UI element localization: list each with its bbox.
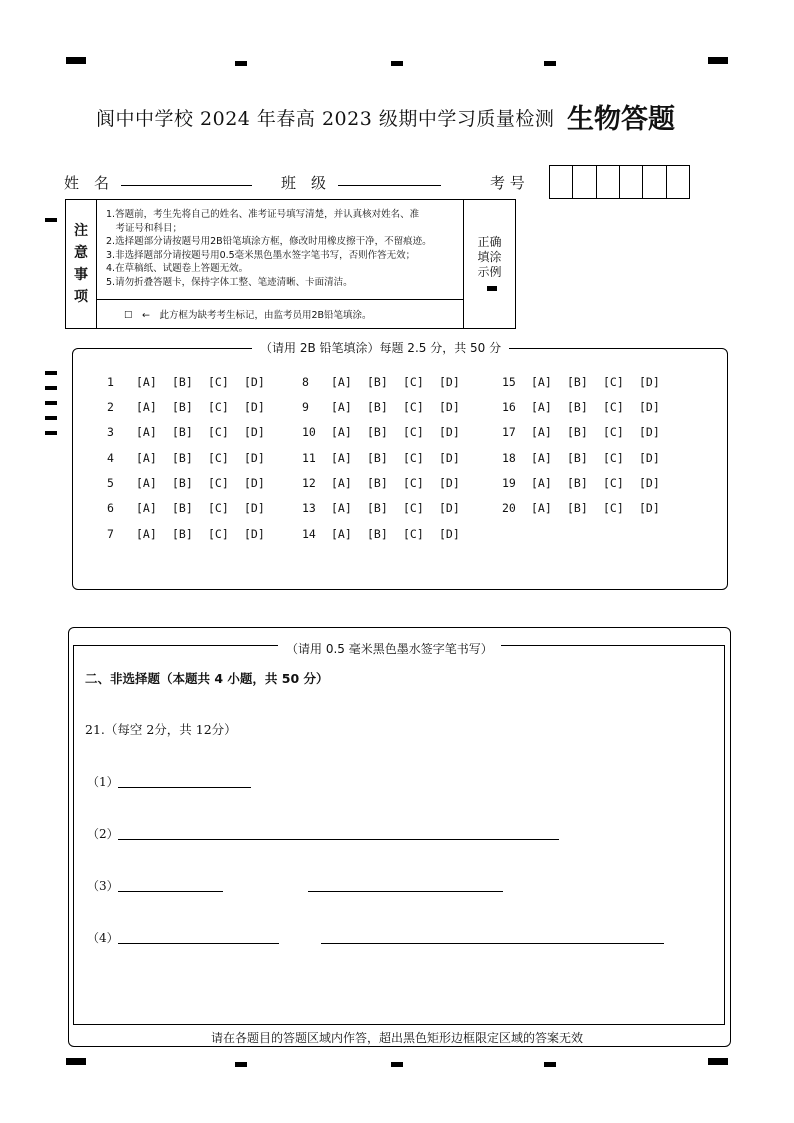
name-label: 姓 名 (64, 174, 110, 192)
choice-option[interactable]: [B] (567, 375, 588, 389)
answer-section (73, 645, 725, 1025)
question-number: 15 (502, 375, 516, 389)
answer-line[interactable] (321, 943, 664, 944)
choice-option[interactable]: [B] (367, 501, 388, 515)
choice-option[interactable]: [A] (531, 425, 552, 439)
choice-option[interactable]: [D] (639, 501, 660, 515)
question-number: 10 (302, 425, 316, 439)
question-number: 20 (502, 501, 516, 515)
answer-line[interactable] (118, 839, 559, 840)
choice-option[interactable]: [C] (208, 501, 229, 515)
position-mark (708, 1058, 728, 1065)
choice-option[interactable]: [D] (439, 476, 460, 490)
choice-option[interactable]: [D] (439, 375, 460, 389)
position-mark (235, 1062, 247, 1067)
footer-note: 请在各题目的答题区域内作答，超出黑色矩形边框限定区域的答案无效 (210, 1031, 583, 1045)
correct-example-line: 示例 (477, 265, 502, 279)
position-mark (544, 61, 556, 66)
choice-section (72, 348, 728, 590)
sub-question-label: （3） (87, 879, 119, 893)
exam-number-cell[interactable] (667, 166, 689, 198)
choice-option[interactable]: [C] (403, 375, 424, 389)
answer-line[interactable] (308, 891, 503, 892)
choice-option[interactable]: [A] (136, 451, 157, 465)
position-mark (544, 1062, 556, 1067)
choice-option[interactable]: [B] (567, 400, 588, 414)
question-number: 13 (302, 501, 316, 515)
choice-option[interactable]: [D] (244, 400, 265, 414)
divider (96, 299, 463, 300)
choice-option[interactable]: [A] (136, 400, 157, 414)
name-field[interactable] (121, 185, 252, 186)
position-mark (45, 431, 57, 435)
choice-option[interactable]: [A] (331, 501, 352, 515)
choice-option[interactable]: [A] (531, 400, 552, 414)
choice-option[interactable]: [D] (439, 501, 460, 515)
choice-option[interactable]: [C] (403, 451, 424, 465)
choice-option[interactable]: [C] (403, 501, 424, 515)
notice-list (106, 208, 464, 289)
choice-option[interactable]: [B] (172, 375, 193, 389)
class-label: 班 级 (281, 174, 327, 192)
choice-option[interactable]: [C] (208, 476, 229, 490)
choice-option[interactable]: [D] (244, 375, 265, 389)
choice-option[interactable]: [A] (136, 501, 157, 515)
question-number: 4 (107, 451, 114, 465)
notice-heading (66, 200, 97, 328)
choice-option[interactable]: [B] (567, 476, 588, 490)
choice-option[interactable]: [B] (367, 476, 388, 490)
choice-option[interactable]: [C] (603, 476, 624, 490)
choice-option[interactable]: [C] (403, 527, 424, 541)
choice-option[interactable]: [C] (208, 451, 229, 465)
notice-heading-char: 事 (74, 267, 88, 283)
choice-option[interactable]: [C] (603, 501, 624, 515)
choice-option[interactable]: [D] (639, 451, 660, 465)
question-number: 3 (107, 425, 114, 439)
choice-option[interactable]: [B] (367, 400, 388, 414)
choice-option[interactable]: [D] (439, 451, 460, 465)
question-number: 9 (302, 400, 309, 414)
question-21-heading: 21.（每空 2分，共 12分） (85, 722, 237, 737)
choice-option[interactable]: [A] (331, 527, 352, 541)
choice-option[interactable]: [A] (531, 476, 552, 490)
choice-option[interactable]: [C] (603, 400, 624, 414)
question-number: 16 (502, 400, 516, 414)
position-mark (45, 401, 57, 405)
choice-option[interactable]: [D] (244, 451, 265, 465)
position-mark (45, 218, 57, 222)
filled-mark-icon (487, 286, 497, 291)
position-mark (391, 61, 403, 66)
question-number: 1 (107, 375, 114, 389)
choice-option[interactable]: [D] (244, 527, 265, 541)
choice-option[interactable]: [B] (367, 425, 388, 439)
choice-option[interactable]: [A] (136, 527, 157, 541)
question-number: 14 (302, 527, 316, 541)
position-mark (391, 1062, 403, 1067)
position-mark (66, 1058, 86, 1065)
exam-number-cell[interactable] (620, 166, 643, 198)
position-mark (45, 416, 57, 420)
notice-item: 3.非选择题部分请按题号用0.5毫米黑色墨水签字笔书写，否则作答无效； (106, 249, 416, 261)
choice-option[interactable]: [D] (439, 425, 460, 439)
question-number: 6 (107, 501, 114, 515)
exam-number-cell[interactable] (573, 166, 596, 198)
choice-option[interactable]: [D] (244, 425, 265, 439)
choice-section-caption: （请用 2B 铅笔填涂）每题 2.5 分，共 50 分 (252, 339, 509, 356)
choice-option[interactable]: [D] (639, 476, 660, 490)
choice-option[interactable]: [C] (403, 425, 424, 439)
sub-question-label: （4） (87, 931, 119, 945)
sub-question-label: （2） (87, 827, 119, 841)
choice-option[interactable]: [D] (639, 400, 660, 414)
section-title: 二、非选择题（本题共 4 小题，共 50 分） (85, 671, 329, 686)
exam-number-cell[interactable] (597, 166, 620, 198)
choice-option[interactable]: [B] (172, 527, 193, 541)
position-mark (708, 57, 728, 64)
choice-option[interactable]: [A] (331, 425, 352, 439)
notice-box (65, 199, 516, 329)
choice-option[interactable]: [B] (567, 501, 588, 515)
choice-option[interactable]: [C] (208, 425, 229, 439)
choice-option[interactable]: [A] (136, 476, 157, 490)
position-mark (235, 61, 247, 66)
notice-heading-char: 意 (74, 245, 88, 261)
exam-title: 阆中中学校 2024 年春高 2023 级期中学习质量检测 (96, 108, 555, 130)
answer-line[interactable] (118, 787, 251, 788)
choice-option[interactable]: [B] (172, 425, 193, 439)
position-mark (66, 57, 86, 64)
absent-mark-note[interactable]: ☐ ← 此方框为缺考考生标记，由监考员用2B铅笔填涂。 (124, 310, 372, 321)
notice-item: 5.请勿折叠答题卡，保持字体工整、笔迹清晰、卡面清洁。 (106, 276, 353, 288)
choice-option[interactable]: [D] (439, 400, 460, 414)
question-number: 19 (502, 476, 516, 490)
choice-option[interactable]: [B] (567, 425, 588, 439)
choice-option[interactable]: [D] (244, 476, 265, 490)
choice-option[interactable]: [B] (172, 451, 193, 465)
question-number: 7 (107, 527, 114, 541)
position-mark (45, 371, 57, 375)
notice-item: 2.选择题部分请按题号用2B铅笔填涂方框，修改时用橡皮擦干净，不留痕迹。 (106, 236, 432, 247)
exam-number-boxes[interactable] (549, 165, 690, 199)
question-number: 12 (302, 476, 316, 490)
choice-option[interactable]: [B] (172, 400, 193, 414)
notice-heading-char: 注 (74, 223, 88, 239)
choice-option[interactable]: [C] (403, 400, 424, 414)
question-number: 18 (502, 451, 516, 465)
choice-option[interactable]: [A] (331, 476, 352, 490)
choice-option[interactable]: [C] (603, 375, 624, 389)
choice-option[interactable]: [C] (208, 400, 229, 414)
correct-example-line: 填涂 (477, 250, 502, 264)
subject-title: 生物答题 (567, 104, 675, 135)
choice-option[interactable]: [C] (603, 451, 624, 465)
choice-option[interactable]: [B] (367, 451, 388, 465)
class-field[interactable] (338, 185, 441, 186)
choice-option[interactable]: [B] (172, 476, 193, 490)
choice-option[interactable]: [B] (567, 451, 588, 465)
choice-option[interactable]: [D] (639, 425, 660, 439)
choice-option[interactable]: [C] (603, 425, 624, 439)
question-number: 2 (107, 400, 114, 414)
choice-option[interactable]: [D] (244, 501, 265, 515)
notice-heading-char: 项 (74, 289, 88, 305)
choice-option[interactable]: [A] (331, 400, 352, 414)
choice-option[interactable]: [D] (639, 375, 660, 389)
exam-number-cell[interactable] (550, 166, 573, 198)
choice-option[interactable]: [B] (172, 501, 193, 515)
choice-option[interactable]: [A] (531, 501, 552, 515)
choice-option[interactable]: [C] (403, 476, 424, 490)
choice-option[interactable]: [A] (531, 375, 552, 389)
answer-section-caption: （请用 0.5 毫米黑色墨水签字笔书写） (278, 640, 501, 657)
correct-fill-example (464, 235, 515, 280)
choice-option[interactable]: [A] (136, 375, 157, 389)
exam-number-label: 考 号 (490, 174, 525, 192)
notice-item: 1.答题前，考生先将自己的姓名、准考证号填写清楚，并认真核对姓名、准 (106, 209, 420, 220)
answer-line[interactable] (118, 891, 223, 892)
notice-item: 4.在草稿纸、试题卷上答题无效。 (106, 263, 249, 274)
choice-option[interactable]: [A] (331, 375, 352, 389)
choice-option[interactable]: [D] (439, 527, 460, 541)
choice-option[interactable]: [A] (136, 425, 157, 439)
choice-option[interactable]: [A] (531, 451, 552, 465)
question-number: 17 (502, 425, 516, 439)
choice-option[interactable]: [B] (367, 527, 388, 541)
question-number: 11 (302, 451, 316, 465)
position-mark (45, 386, 57, 390)
answer-line[interactable] (118, 943, 279, 944)
choice-option[interactable]: [C] (208, 375, 229, 389)
choice-option[interactable]: [C] (208, 527, 229, 541)
choice-option[interactable]: [B] (367, 375, 388, 389)
choice-option[interactable]: [A] (331, 451, 352, 465)
correct-example-line: 正确 (477, 235, 502, 249)
question-number: 8 (302, 375, 309, 389)
question-number: 5 (107, 476, 114, 490)
exam-number-cell[interactable] (643, 166, 666, 198)
notice-item: 考证号和科目； (106, 222, 183, 234)
sub-question-label: （1） (87, 775, 119, 789)
